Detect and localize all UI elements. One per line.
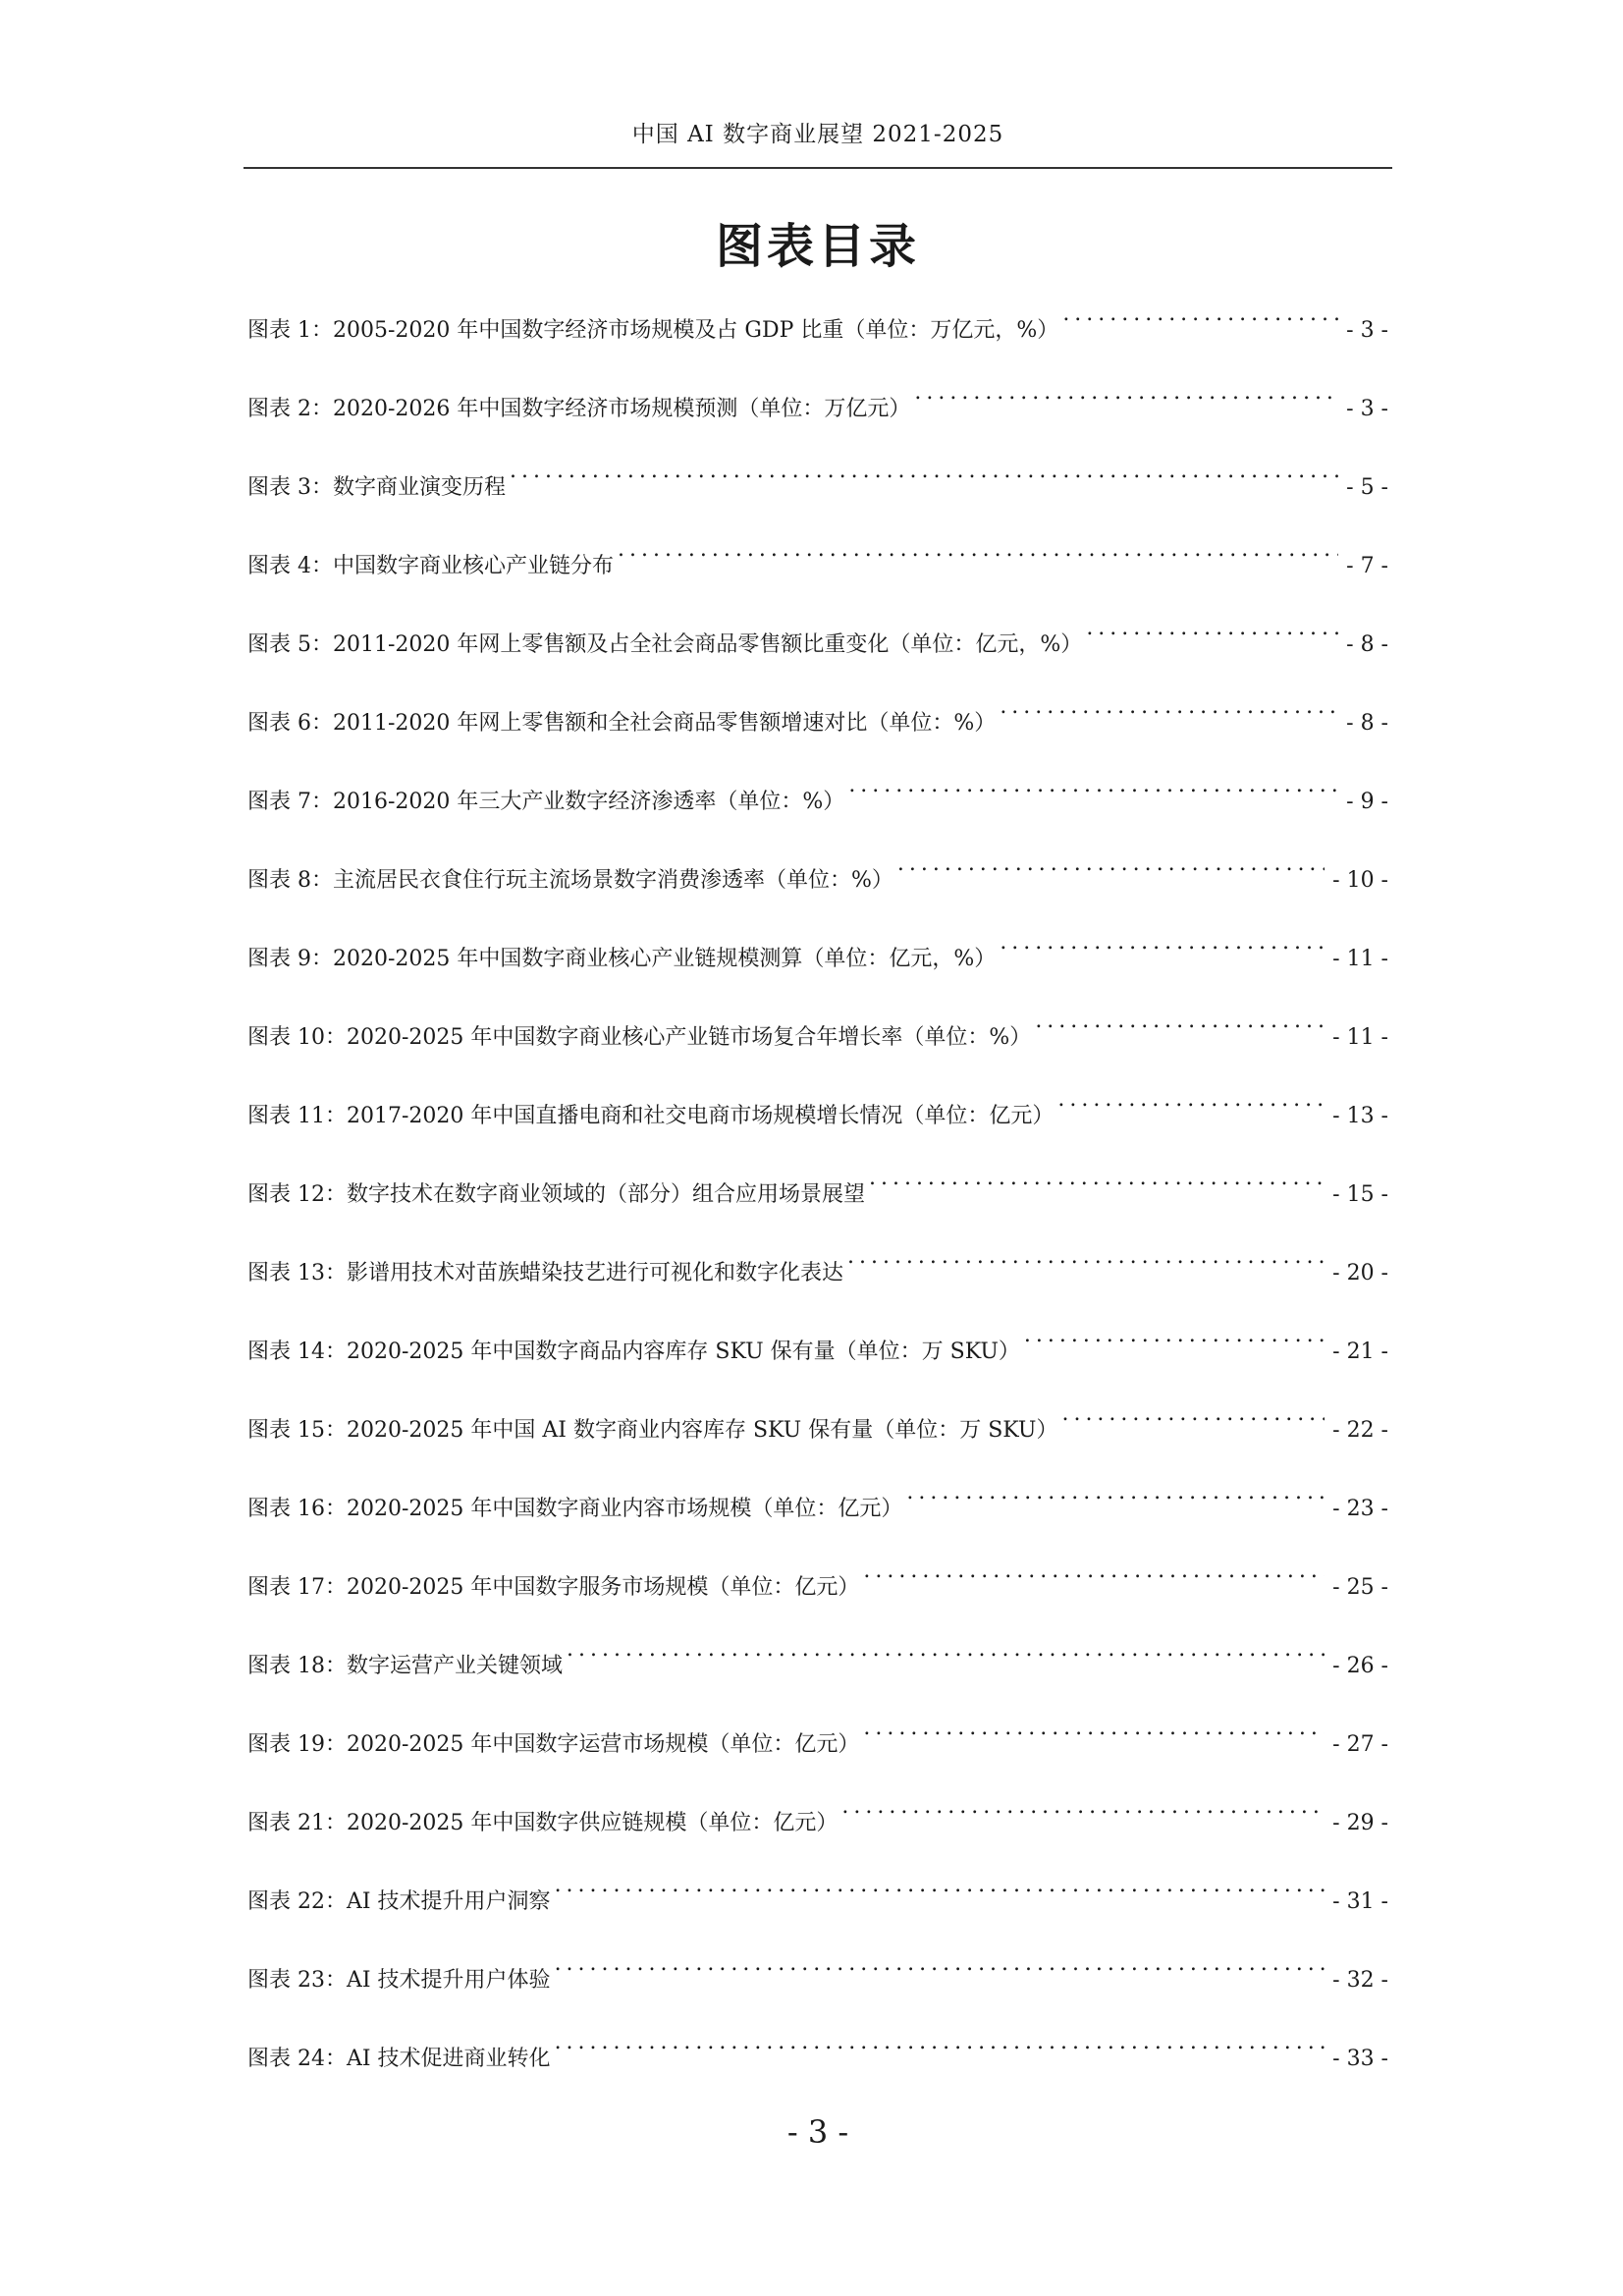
toc-entry-label: 图表 14：2020-2025 年中国数字商品内容库存 SKU 保有量（单位：万 SKU） [247,1339,1020,1364]
toc-entry-3[interactable] [247,449,1388,527]
toc-entry-label: 图表 22：AI 技术提升用户洞察 [247,1889,551,1914]
toc-entry-page: - 13 - [1332,1104,1388,1128]
toc-entry-label: 图表 11：2017-2020 年中国直播电商和社交电商市场规模增长情况（单位：亿元） [247,1104,1055,1128]
toc-entry-16[interactable] [247,1470,1388,1549]
toc-entry-page: - 10 - [1332,868,1388,893]
dot-leader [914,370,1338,415]
toc-entry-14[interactable] [247,1313,1388,1392]
toc-entry-23[interactable] [247,1941,1388,2020]
toc-entry-label: 图表 16：2020-2025 年中国数字商业内容市场规模（单位：亿元） [247,1497,903,1521]
toc-entry-label: 图表 15：2020-2025 年中国 AI 数字商业内容库存 SKU 保有量（单位：万 SKU） [247,1418,1058,1443]
toc-entry-17[interactable] [247,1549,1388,1627]
dot-leader [841,1784,1325,1830]
toc-entry-10[interactable] [247,999,1388,1077]
toc-entry-page: - 3 - [1346,397,1388,421]
dot-leader [555,1941,1325,1987]
toc-entry-page: - 22 - [1332,1418,1388,1443]
toc-entry-12[interactable] [247,1156,1388,1234]
toc-entry-page: - 32 - [1332,1968,1388,1993]
page-title: 图表目录 [715,219,920,274]
dot-leader [1000,684,1338,730]
toc-entry-page: - 31 - [1332,1889,1388,1914]
dot-leader [1061,1392,1325,1437]
toc-entry-label: 图表 2：2020-2026 年中国数字经济市场规模预测（单位：万亿元） [247,397,911,421]
toc-entry-13[interactable] [247,1234,1388,1313]
toc-entry-page: - 26 - [1332,1654,1388,1678]
toc-entry-7[interactable] [247,763,1388,842]
toc-entry-page: - 7 - [1346,554,1388,578]
toc-entry-15[interactable] [247,1392,1388,1470]
toc-entry-label: 图表 3：数字商业演变历程 [247,475,506,500]
toc-entry-page: - 3 - [1346,318,1388,343]
dot-leader [906,1470,1325,1515]
toc-entry-page: - 33 - [1332,2047,1388,2071]
toc-entry-label: 图表 1：2005-2020 年中国数字经济市场规模及占 GDP 比重（单位：万亿元，%） [247,318,1059,343]
dot-leader [555,1863,1325,1908]
toc-entry-page: - 27 - [1332,1732,1388,1757]
dot-leader [1035,999,1325,1044]
toc-entry-5[interactable] [247,606,1388,684]
header-divider [243,167,1392,169]
dot-leader [1024,1313,1325,1358]
toc-entry-page: - 8 - [1346,632,1388,657]
toc-entry-page: - 5 - [1346,475,1388,500]
toc-entry-page: - 8 - [1346,711,1388,736]
toc-entry-label: 图表 8：主流居民衣食住行玩主流场景数字消费渗透率（单位：%） [247,868,893,893]
toc-entry-label: 图表 9：2020-2025 年中国数字商业核心产业链规模测算（单位：亿元，%） [247,947,997,971]
dot-leader [847,1234,1325,1280]
toc-entry-label: 图表 17：2020-2025 年中国数字服务市场规模（单位：亿元） [247,1575,860,1600]
toc-entry-22[interactable] [247,1863,1388,1941]
dot-leader [555,2020,1325,2065]
dot-leader [1057,1077,1325,1122]
toc-entry-label: 图表 7：2016-2020 年三大产业数字经济渗透率（单位：%） [247,790,845,814]
toc-entry-24[interactable] [247,2020,1388,2099]
toc-entry-page: - 15 - [1332,1182,1388,1207]
toc-entry-label: 图表 6：2011-2020 年网上零售额和全社会商品零售额增速对比（单位：%） [247,711,997,736]
toc-entry-label: 图表 19：2020-2025 年中国数字运营市场规模（单位：亿元） [247,1732,860,1757]
dot-leader [1000,920,1325,965]
toc-entry-page: - 29 - [1332,1811,1388,1835]
dot-leader [897,842,1325,887]
toc-entry-label: 图表 24：AI 技术促进商业转化 [247,2047,551,2071]
dot-leader [618,527,1338,573]
toc-entry-label: 图表 5：2011-2020 年网上零售额及占全社会商品零售额比重变化（单位：亿元，%） [247,632,1083,657]
running-header: 中国 AI 数字商业展望 2021-2025 [631,122,1004,147]
toc-entry-18[interactable] [247,1627,1388,1706]
toc-entry-11[interactable] [247,1077,1388,1156]
dot-leader [567,1627,1325,1672]
toc-entry-page: - 11 - [1332,1025,1388,1050]
toc-entry-8[interactable] [247,842,1388,920]
toc-entry-label: 图表 4：中国数字商业核心产业链分布 [247,554,614,578]
dot-leader [863,1706,1325,1751]
toc-entry-label: 图表 13：影谱用技术对苗族蜡染技艺进行可视化和数字化表达 [247,1261,843,1285]
toc-entry-label: 图表 21：2020-2025 年中国数字供应链规模（单位：亿元） [247,1811,839,1835]
toc-entry-21[interactable] [247,1784,1388,1863]
toc-entry-19[interactable] [247,1706,1388,1784]
dot-leader [510,449,1338,494]
toc-entry-9[interactable] [247,920,1388,999]
toc-entry-label: 图表 23：AI 技术提升用户体验 [247,1968,551,1993]
toc-entry-label: 图表 18：数字运营产业关键领域 [247,1654,563,1678]
dot-leader [869,1156,1325,1201]
toc-entry-6[interactable] [247,684,1388,763]
toc-entry-page: - 20 - [1332,1261,1388,1285]
toc-entry-page: - 21 - [1332,1339,1388,1364]
toc-entry-1[interactable] [247,292,1388,370]
toc-entry-label: 图表 12：数字技术在数字商业领域的（部分）组合应用场景展望 [247,1182,865,1207]
toc-entry-4[interactable] [247,527,1388,606]
table-of-figures [247,292,1388,2099]
toc-entry-label: 图表 10：2020-2025 年中国数字商业核心产业链市场复合年增长率（单位：%） [247,1025,1032,1050]
toc-entry-page: - 11 - [1332,947,1388,971]
page-number: - 3 - [786,2113,849,2151]
dot-leader [1062,292,1338,337]
toc-entry-page: - 23 - [1332,1497,1388,1521]
toc-entry-page: - 25 - [1332,1575,1388,1600]
dot-leader [1086,606,1338,651]
toc-entry-page: - 9 - [1346,790,1388,814]
dot-leader [848,763,1338,808]
toc-entry-2[interactable] [247,370,1388,449]
dot-leader [863,1549,1325,1594]
